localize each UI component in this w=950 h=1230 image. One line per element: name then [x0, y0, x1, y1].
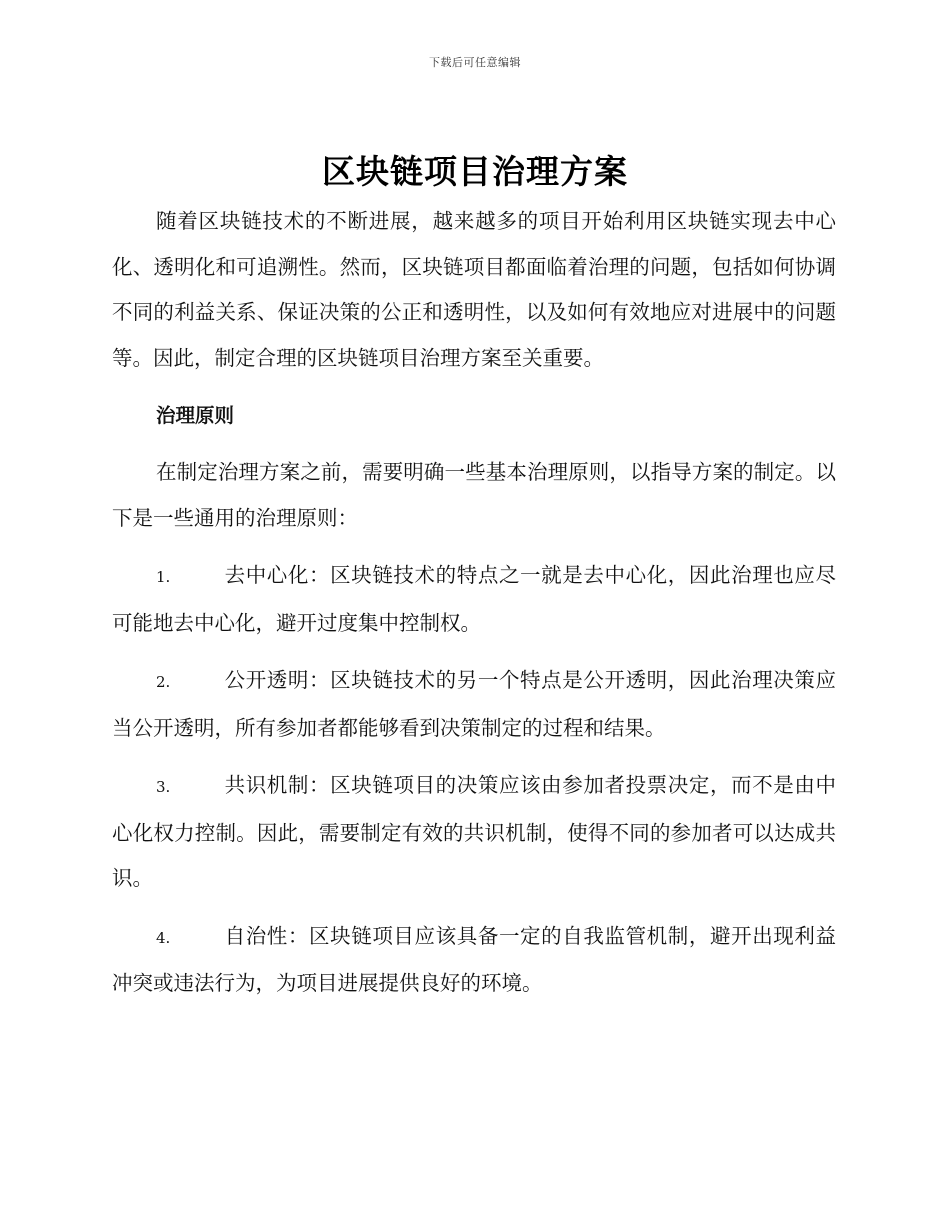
list-item-number: 4.	[156, 928, 171, 947]
list-item-text: 去中心化：区块链技术的特点之一就是去中心化，因此治理也应尽可能地去中心化，避开过度集中控制权。	[112, 563, 836, 635]
document-body	[112, 199, 836, 1007]
section-heading: 治理原则	[156, 404, 235, 427]
section-lead-paragraph: 在制定治理方案之前，需要明确一些基本治理原则，以指导方案的制定。以下是一些通用的治理原则：	[112, 460, 836, 530]
list-item	[112, 553, 836, 646]
list-item	[112, 914, 836, 1007]
intro-paragraph: 随着区块链技术的不断进展，越来越多的项目开始利用区块链实现去中心化、透明化和可追溯性。然而，区块链项目都面临着治理的问题，包括如何协调不同的利益关系、保证决策的公正和透明性，以及如何有效地应对进展中的问题等。因此，制定合理的区块链项目治理方案至关重要。	[112, 209, 836, 370]
list-item	[112, 658, 836, 751]
list-item	[112, 763, 836, 902]
document-title: 区块链项目治理方案	[322, 152, 628, 191]
list-item-text: 共识机制：区块链项目的决策应该由参加者投票决定，而不是由中心化权力控制。因此，需要制定有效的共识机制，使得不同的参加者可以达成共识。	[112, 773, 836, 890]
list-item-text: 公开透明：区块链技术的另一个特点是公开透明，因此治理决策应当公开透明，所有参加者都能够看到决策制定的过程和结果。	[112, 668, 836, 740]
header-note: 下载后可任意编辑	[429, 56, 521, 69]
list-item-number: 2.	[156, 673, 171, 691]
list-item-number: 1.	[156, 568, 171, 586]
list-item-text: 自治性：区块链项目应该具备一定的自我监管机制，避开出现利益冲突或违法行为，为项目进展提供良好的环境。	[112, 923, 836, 995]
list-item-number: 3.	[156, 778, 171, 796]
